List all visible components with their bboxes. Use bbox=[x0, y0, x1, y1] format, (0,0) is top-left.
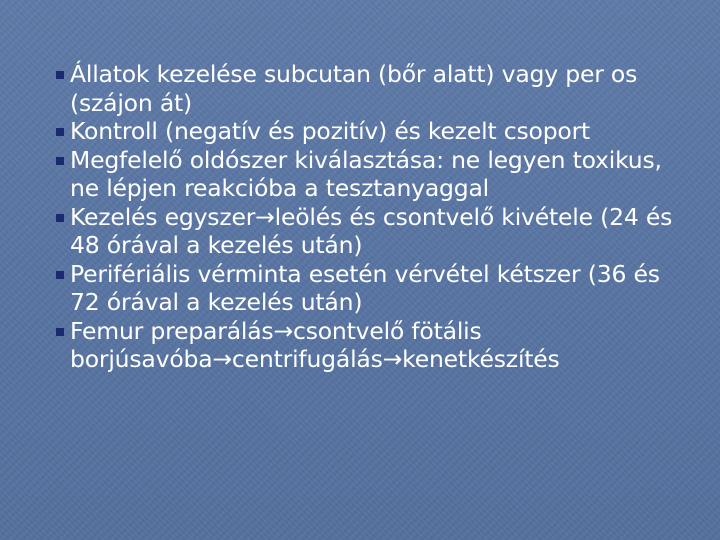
bullet-text: Femur preparálás→csontvelő fötális borjúsavóba→centrifugálás→kenetkészítés bbox=[70, 316, 560, 373]
bullet-text: Kontroll (negatív és pozitív) és kezelt csoport bbox=[70, 117, 591, 145]
square-bullet-icon bbox=[56, 271, 64, 279]
square-bullet-icon bbox=[56, 128, 64, 136]
bullet-item bbox=[56, 146, 696, 203]
bullet-text: Megfelelő oldószer kiválasztása: ne legyen toxikus, ne lépjen reakcióba a tesztanyaggal bbox=[70, 145, 662, 202]
bullet-list bbox=[56, 60, 696, 374]
square-bullet-icon bbox=[56, 71, 64, 79]
square-bullet-icon bbox=[56, 157, 64, 165]
bullet-text: Perifériális vérminta esetén vérvétel kétszer (36 és 72 órával a kezelés után) bbox=[70, 259, 660, 316]
bullet-item bbox=[56, 60, 696, 117]
bullet-item bbox=[56, 260, 696, 317]
bullet-item bbox=[56, 317, 696, 374]
bullet-text: Állatok kezelése subcutan (bőr alatt) vagy per os (szájon át) bbox=[70, 60, 638, 117]
bullet-text: Kezelés egyszer→leölés és csontvelő kivétele (24 és 48 órával a kezelés után) bbox=[70, 202, 673, 259]
bullet-item bbox=[56, 203, 696, 260]
square-bullet-icon bbox=[56, 328, 64, 336]
square-bullet-icon bbox=[56, 214, 64, 222]
bullet-item bbox=[56, 117, 696, 146]
